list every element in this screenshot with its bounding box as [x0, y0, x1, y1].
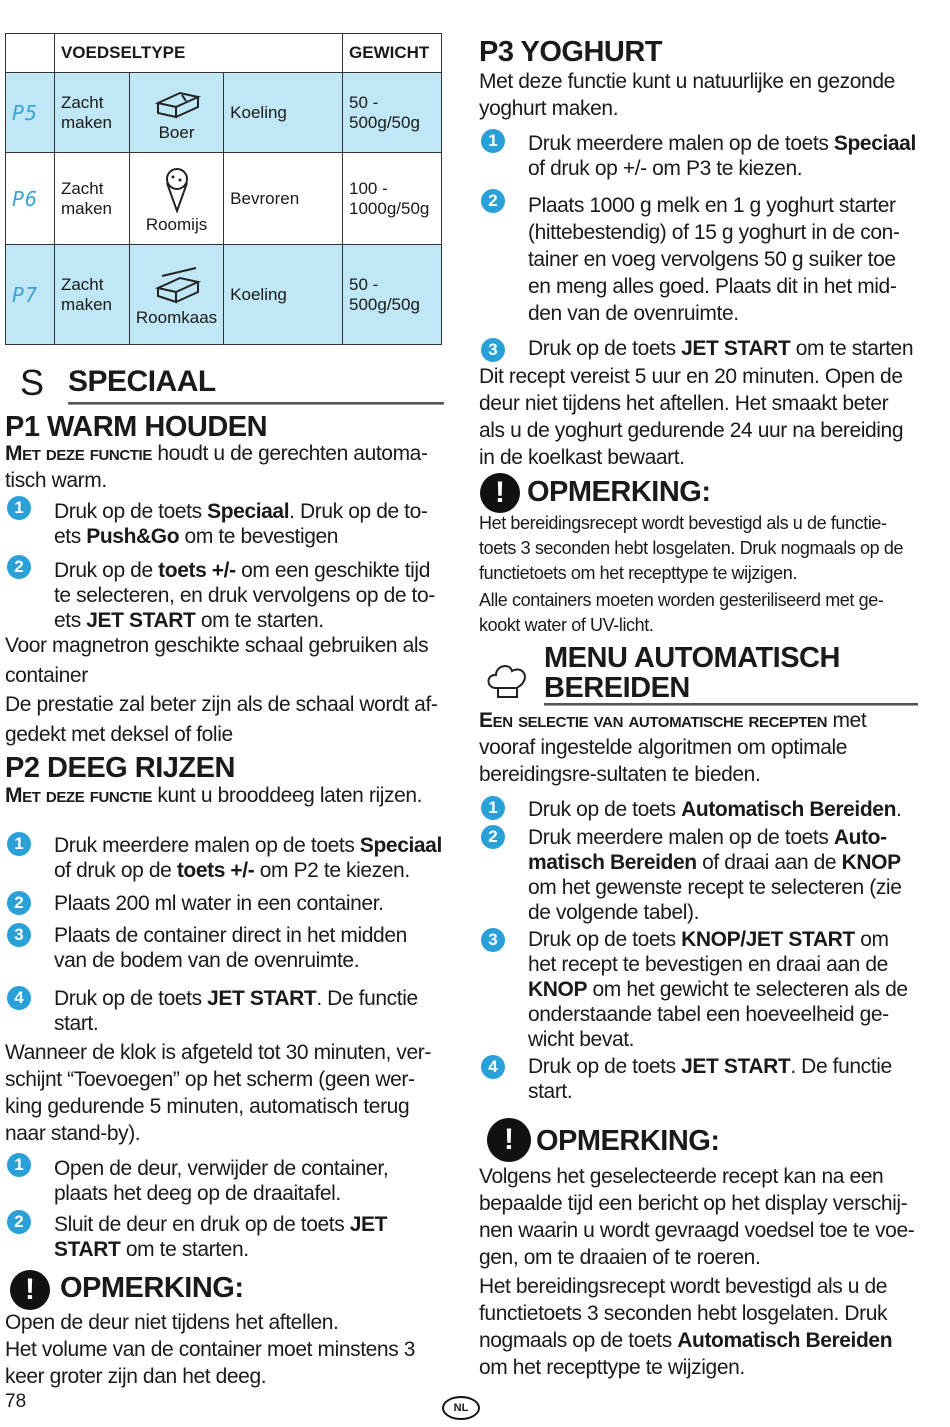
- p1-note-1: Voor magnetron geschikte schaal gebruiken als container: [5, 634, 429, 687]
- p3-intro: Met deze functie kunt u natuurlijke en gezonde yoghurt maken.: [479, 70, 895, 120]
- state-cell: Bevroren: [224, 153, 343, 245]
- step-number: 1: [481, 129, 505, 153]
- p2-warning-1: Open de deur niet tijdens het aftellen.: [5, 1311, 339, 1334]
- p2-paragraph: Wanneer de klok is afgeteld tot 30 minuten, ver-schijnt “Toevoegen” op het scherm (geen wer-king gedurende 5 minuten, automatisch terug naar stand-by).: [5, 1041, 431, 1145]
- p2-warning-2: Het volume van de container moet minstens 3 keer groter zijn dan het deeg.: [5, 1338, 416, 1388]
- step-number: 2: [481, 189, 505, 213]
- state-cell: Koeling: [224, 73, 343, 153]
- step-number: 4: [7, 986, 31, 1010]
- p2-step-4: Druk op de toets JET START. De functie start.: [54, 987, 418, 1035]
- food-name: Roomkaas: [135, 307, 218, 327]
- p2-intro: Met deze functie kunt u brooddeeg laten rijzen.: [5, 784, 423, 807]
- chef-hat-icon: [484, 662, 530, 705]
- p2-step-2: Plaats 200 ml water in een container.: [54, 892, 384, 915]
- warning-icon: !: [480, 473, 520, 513]
- auto-step-4: Druk op de toets JET START. De functie start.: [528, 1055, 892, 1103]
- food-name: Boer: [158, 122, 195, 142]
- weight-cell: 50 - 500g/50g: [343, 245, 442, 345]
- auto-step-2: Druk meerdere malen op de toets Auto-matisch Bereiden of draai aan de KNOP om het gewenste recept te selecteren (zie de volgende tabel).: [528, 826, 902, 924]
- table-header-weight: GEWICHT: [343, 34, 442, 73]
- p1-note-2: De prestatie zal beter zijn als de schaal wordt af-gedekt met deksel of folie: [5, 693, 438, 746]
- p3-step-2: Plaats 1000 g melk en 1 g yoghurt starter (hittebestendig) of 15 g yoghurt in de con-tainer en voeg vervolgens 50 g suiker toe en meng alles goed. Plaats dit in het mid-den van de ovenruimte.: [528, 194, 900, 325]
- auto-heading-line-1: MENU AUTOMATISCH: [544, 642, 840, 674]
- table-row: [6, 245, 442, 345]
- p3-warning-1: Het bereidingsrecept wordt bevestigd als u de functie-toets 3 seconden hebt losgelaten. Druk nogmaals op de functietoets om het recepttype te wijzigen.: [479, 513, 904, 583]
- step-number: 3: [481, 338, 505, 362]
- special-heading: SPECIAAL: [68, 365, 216, 398]
- step-number: 2: [481, 825, 505, 849]
- p2-heading: P2 DEEG RIJZEN: [5, 752, 235, 784]
- special-rule: [68, 402, 444, 405]
- auto-step-1: Druk op de toets Automatisch Bereiden.: [528, 798, 902, 821]
- program-code: P5: [6, 73, 55, 153]
- step-number: 1: [481, 796, 505, 820]
- p2-warning-heading: OPMERKING:: [60, 1272, 244, 1304]
- p2-sub-step-1: Open de deur, verwijder de container, plaats het deeg op de draaitafel.: [54, 1157, 389, 1205]
- action-cell: Zacht maken: [54, 153, 129, 245]
- step-number: 1: [7, 496, 31, 520]
- program-code: P6: [6, 153, 55, 245]
- food-table: [5, 33, 442, 345]
- page-number: 78: [5, 1391, 27, 1412]
- p3-warning-heading: OPMERKING:: [527, 476, 711, 508]
- table-row: [6, 73, 442, 153]
- p3-paragraph: Dit recept vereist 5 uur en 20 minuten. Open de deur niet tijdens het aftellen. Het smaakt beter als u de yoghurt gedurende 24 uur na bereiding in de koelkast bewaart.: [479, 365, 904, 469]
- weight-cell: 100 - 1000g/50g: [343, 153, 442, 245]
- warning-icon: !: [487, 1118, 531, 1162]
- step-number: 3: [7, 923, 31, 947]
- step-number: 3: [481, 928, 505, 952]
- cream-cheese-icon: [136, 266, 217, 306]
- auto-rule: [544, 703, 918, 706]
- state-cell: Koeling: [224, 245, 343, 345]
- step-number: 4: [481, 1055, 505, 1079]
- table-row: [6, 153, 442, 245]
- weight-cell: 50 - 500g/50g: [343, 73, 442, 153]
- auto-warning-heading: OPMERKING:: [536, 1125, 720, 1157]
- auto-heading-line-2: BEREIDEN: [544, 672, 690, 704]
- food-name: Roomijs: [145, 214, 208, 234]
- p3-warning-2: Alle containers moeten worden gesteriliseerd met ge-kookt water of UV-licht.: [479, 590, 884, 635]
- language-badge: NL: [442, 1396, 480, 1420]
- p2-step-3: Plaats de container direct in het midden van de bodem van de ovenruimte.: [54, 924, 407, 972]
- p1-step-1: Druk op de toets Speciaal. Druk op de to-ets Push&Go om te bevestigen: [54, 500, 428, 548]
- p1-step-2: Druk op de toets +/- om een geschikte tijd te selecteren, en druk vervolgens op de to-ets JET START om te starten.: [54, 559, 435, 632]
- warning-icon: !: [10, 1270, 50, 1310]
- step-number: 1: [7, 832, 31, 856]
- p3-step-1: Druk meerdere malen op de toets Speciaal of druk op +/- om P3 te kiezen.: [528, 132, 916, 180]
- auto-warning-1: Volgens het geselecteerde recept kan na een bepaalde tijd een bericht op het display verschij-nen waarin u wordt gevraagd voedsel toe te voe-gen, om te draaien of te roeren.: [479, 1165, 915, 1269]
- p3-heading: P3 YOGHURT: [479, 36, 663, 68]
- p2-step-1: Druk meerdere malen op de toets Speciaal of druk op de toets +/- om P2 te kiezen.: [54, 834, 442, 882]
- p1-intro: Met deze functie houdt u de gerechten automa-tisch warm.: [5, 442, 428, 492]
- p3-step-3: Druk op de toets JET START om te starten: [528, 337, 914, 360]
- p1-heading: P1 WARM HOUDEN: [5, 411, 268, 443]
- action-cell: Zacht maken: [54, 245, 129, 345]
- program-code: P7: [6, 245, 55, 345]
- auto-warning-2: Het bereidingsrecept wordt bevestigd als u de functietoets 3 seconden hebt losgelaten. Druk nogmaals op de toets Automatisch Bereiden om het recepttype te wijzigen.: [479, 1275, 893, 1379]
- p2-sub-step-2: Sluit de deur en druk op de toets JET START om te starten.: [54, 1213, 388, 1261]
- step-number: 1: [7, 1153, 31, 1177]
- table-header-type: VOEDSELTYPE: [54, 34, 342, 73]
- step-number: 2: [7, 891, 31, 915]
- auto-intro: Een selectie van automatische recepten met vooraf ingestelde algoritmen om optimale bereidingsre-sultaten te bieden.: [479, 709, 867, 786]
- special-letter: S: [20, 362, 45, 403]
- action-cell: Zacht maken: [54, 73, 129, 153]
- step-number: 2: [7, 555, 31, 579]
- ice-cream-icon: [136, 167, 217, 213]
- step-number: 2: [7, 1210, 31, 1234]
- butter-icon: [136, 87, 217, 121]
- auto-step-3: Druk op de toets KNOP/JET START om het recept te bevestigen en draai aan de KNOP om het gewicht te selecteren als de onderstaande tabel een hoeveelheid ge-wicht bevat.: [528, 928, 908, 1051]
- table-header-blank: [6, 34, 55, 73]
